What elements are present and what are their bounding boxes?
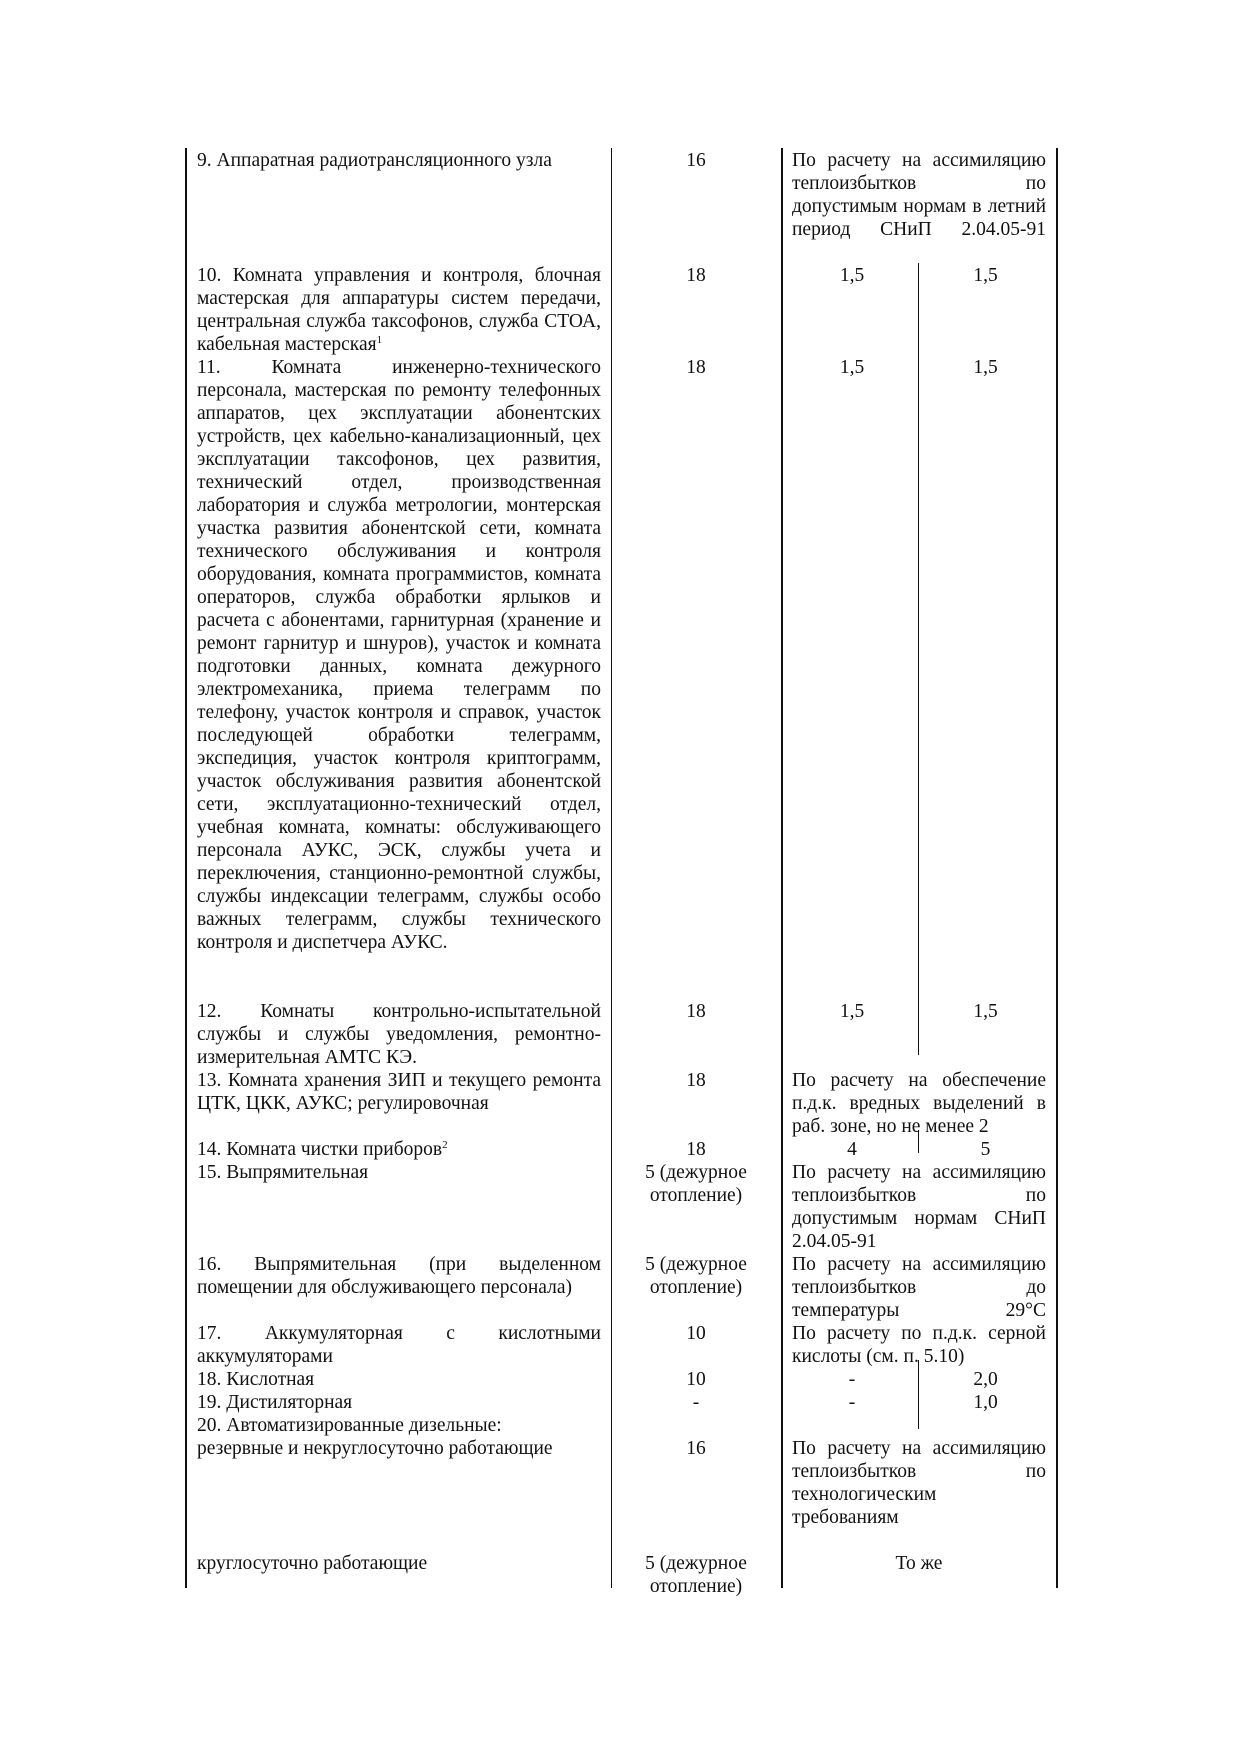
row-20-name: 20. Автоматизированные дизельные: (197, 1415, 502, 1436)
row-11-exchange-b: 1,5 (973, 357, 998, 378)
row-20a-temperature: 16 (686, 1438, 706, 1459)
row-14-name-text: 14. Комната чистки приборов (197, 1139, 443, 1160)
row-18-exchange-a: - (848, 1369, 856, 1390)
row-16-temperature: 5 (дежурное отопление) (645, 1254, 747, 1298)
row-20b-temperature: 5 (дежурное отопление) (645, 1553, 747, 1597)
row-20a-name: резервные и некруглосуточно работающие (197, 1438, 553, 1459)
row-18-exchange-b: 2,0 (973, 1369, 998, 1390)
row-10-exchange-a: 1,5 (839, 265, 865, 286)
row-11-exchange-a: 1,5 (839, 357, 865, 378)
row-16-exchange: По расчету на ассимиляцию теплоизбытков до температуры 29°С (792, 1254, 1046, 1321)
row-10-exchange-b: 1,5 (973, 265, 998, 286)
row-10-temperature: 18 (686, 265, 706, 286)
row-13-name: 13. Комната хранения ЗИП и текущего ремонта ЦТК, ЦКК, АУКС; регулировочная (197, 1070, 601, 1114)
row-18-name: 18. Кислотная (197, 1369, 315, 1390)
table-right-border (1056, 148, 1058, 1588)
row-12-exchange-b: 1,5 (973, 1001, 998, 1022)
row-20b-exchange: То же (895, 1553, 943, 1574)
row-15-name: 15. Выпрямительная (197, 1162, 369, 1183)
row-15-temperature: 5 (дежурное отопление) (645, 1162, 747, 1206)
row-20a-exchange: По расчету на ассимиляцию теплоизбытков по технологическим требованиям (792, 1438, 1046, 1528)
row-14-exchange-a: 4 (847, 1139, 857, 1160)
row-20b-name: круглосуточно работающие (197, 1553, 428, 1574)
row-17-exchange: По расчету по п.д.к. серной кислоты (см. п. 5.10) (792, 1323, 1046, 1367)
row-9-name: 9. Аппаратная радиотрансляционного узла (197, 150, 552, 171)
table-left-border (185, 148, 187, 1588)
subcolumn-divider (918, 263, 919, 1055)
row-12-name: 12. Комнаты контрольно-испытательной службы и службы уведомления, ремонтно-измерительная АМТС КЭ. (197, 1001, 601, 1068)
row-11-name: 11. Комната инженерно-технического персонала, мастерская по ремонту телефонных аппаратов, цех эксплуатации абонентских устройств, цех кабельно-канализационный, цех эксплуатации таксофонов, цех развития, технический отдел, производственная лаборатория и служба метрологии, монтерская участка развития абонентской сети, комната технического обслуживания и контроля оборудования, комната программистов, комната операторов, служба обработки ярлыков и расчета с абонентами, гарнитурная (хранение и ремонт гарнитур и шнуров), участок и комната подготовки данных, комната дежурного электромеханика, приема телеграмм по телефону, участок контроля и справок, участок последующей обработки телеграмм, экспедиция, участок контроля криптограмм, участок обслуживания развития абонентской сети, эксплуатационно-технический отдел, учебная комната, комнаты: обслуживающего персонала АУКС, ЭСК, службы учета и переключения, станционно-ремонтной службы, службы индексации телеграмм, службы особо важных телеграмм, службы технического контроля и диспетчера АУКС. (197, 357, 601, 953)
row-19-temperature: - (692, 1392, 700, 1413)
row-12-temperature: 18 (686, 1001, 706, 1022)
row-14-footnote-mark: 2 (442, 1139, 448, 1151)
row-10-footnote-mark: 1 (376, 334, 383, 346)
row-10-name (197, 264, 601, 356)
row-19-exchange-a: - (848, 1392, 856, 1413)
row-14-temperature: 18 (686, 1139, 706, 1160)
row-9-temperature: 16 (686, 150, 706, 171)
row-14-exchange-b: 5 (980, 1139, 991, 1160)
table-divider-1 (611, 148, 612, 1588)
row-9-exchange: По расчету на ассимиляцию теплоизбытков по допустимым нормам в летний период СНиП 2.04.05-91 (792, 150, 1046, 240)
row-19-name: 19. Дистиляторная (197, 1392, 353, 1413)
table-divider-2 (781, 148, 783, 1588)
row-15-exchange: По расчету на ассимиляцию теплоизбытков по допустимым нормам СНиП 2.04.05-91 (792, 1162, 1046, 1252)
subcolumn-divider (918, 1360, 919, 1429)
row-17-name: 17. Аккумуляторная с кислотными аккумуляторами (197, 1323, 601, 1367)
row-13-exchange: По расчету на обеспечение п.д.к. вредных выделений в раб. зоне, но не менее 2 (792, 1070, 1046, 1137)
row-16-name: 16. Выпрямительная (при выделенном помещении для обслуживающего персонала) (197, 1254, 601, 1298)
row-14-name (197, 1138, 601, 1161)
row-11-temperature: 18 (686, 357, 706, 378)
row-19-exchange-b: 1,0 (973, 1392, 998, 1413)
row-13-temperature: 18 (686, 1070, 706, 1091)
row-17-temperature: 10 (686, 1323, 706, 1344)
row-18-temperature: 10 (686, 1369, 706, 1390)
row-12-exchange-a: 1,5 (839, 1001, 865, 1022)
row-10-name-text: 10. Комната управления и контроля, блочная мастерская для аппаратуры систем передачи, центральная служба таксофонов, служба СТОА, кабельная мастерская (197, 265, 601, 355)
